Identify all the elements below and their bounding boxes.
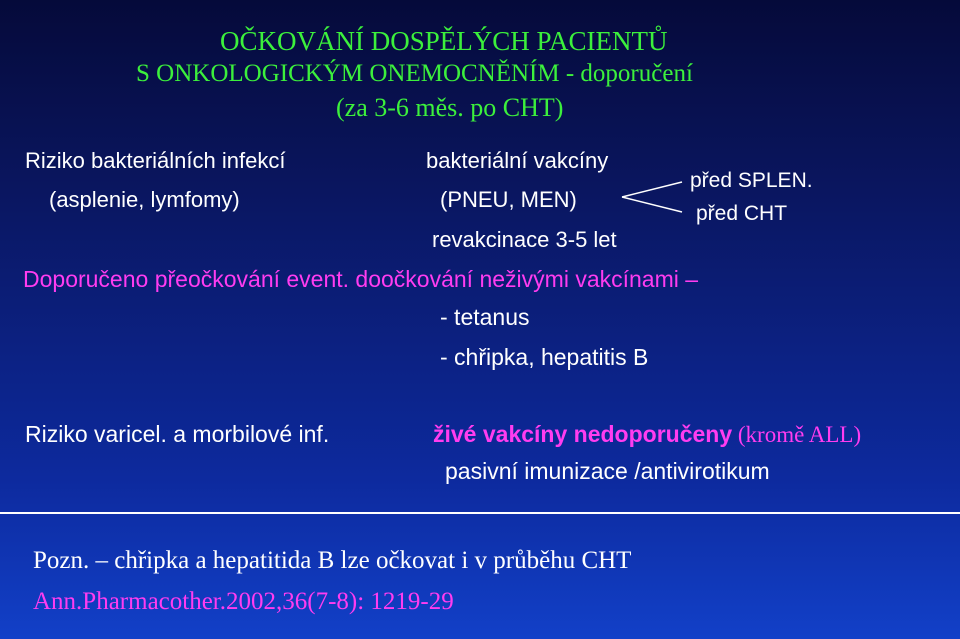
branch-bracket-icon bbox=[620, 180, 700, 214]
bacterial-risk-line-2: (asplenie, lymfomy) bbox=[49, 187, 240, 212]
bacterial-vaccines: bakteriální vakcíny bbox=[426, 148, 609, 173]
recommendation-item-tetanus: - tetanus bbox=[440, 304, 530, 330]
section-divider bbox=[0, 512, 960, 514]
recommendation-item-flu-hepatitis: - chřipka, hepatitis B bbox=[440, 344, 649, 370]
before-splen-label: před SPLEN. bbox=[690, 169, 813, 192]
passive-immunization: pasivní imunizace /antivirotikum bbox=[445, 458, 770, 484]
live-vaccines-note bbox=[433, 423, 861, 446]
live-vaccines-exception: (kromě ALL) bbox=[732, 422, 862, 447]
recommendation-lead: Doporučeno přeočkování event. doočkování neživými vakcínami – bbox=[23, 266, 699, 292]
title-line-1: OČKOVÁNÍ DOSPĚLÝCH PACIENTŮ bbox=[220, 26, 668, 56]
revaccination-label: revakcinace 3-5 let bbox=[432, 227, 617, 252]
bacterial-risk-line-1: Riziko bakteriálních infekcí bbox=[25, 148, 286, 173]
reference-citation: Ann.Pharmacother.2002,36(7-8): 1219-29 bbox=[33, 588, 454, 615]
varicella-risk: Riziko varicel. a morbilové inf. bbox=[25, 421, 330, 447]
live-vaccines-warning: živé vakcíny nedoporučeny bbox=[433, 421, 733, 447]
before-cht-label: před CHT bbox=[696, 202, 788, 225]
title-line-3: (za 3-6 měs. po CHT) bbox=[336, 93, 564, 122]
footnote: Pozn. – chřipka a hepatitida B lze očkovat i v průběhu CHT bbox=[33, 547, 632, 574]
title-line-2: S ONKOLOGICKÝM ONEMOCNĚNÍM - doporučení bbox=[136, 60, 693, 87]
pneu-men-label: (PNEU, MEN) bbox=[440, 187, 577, 212]
